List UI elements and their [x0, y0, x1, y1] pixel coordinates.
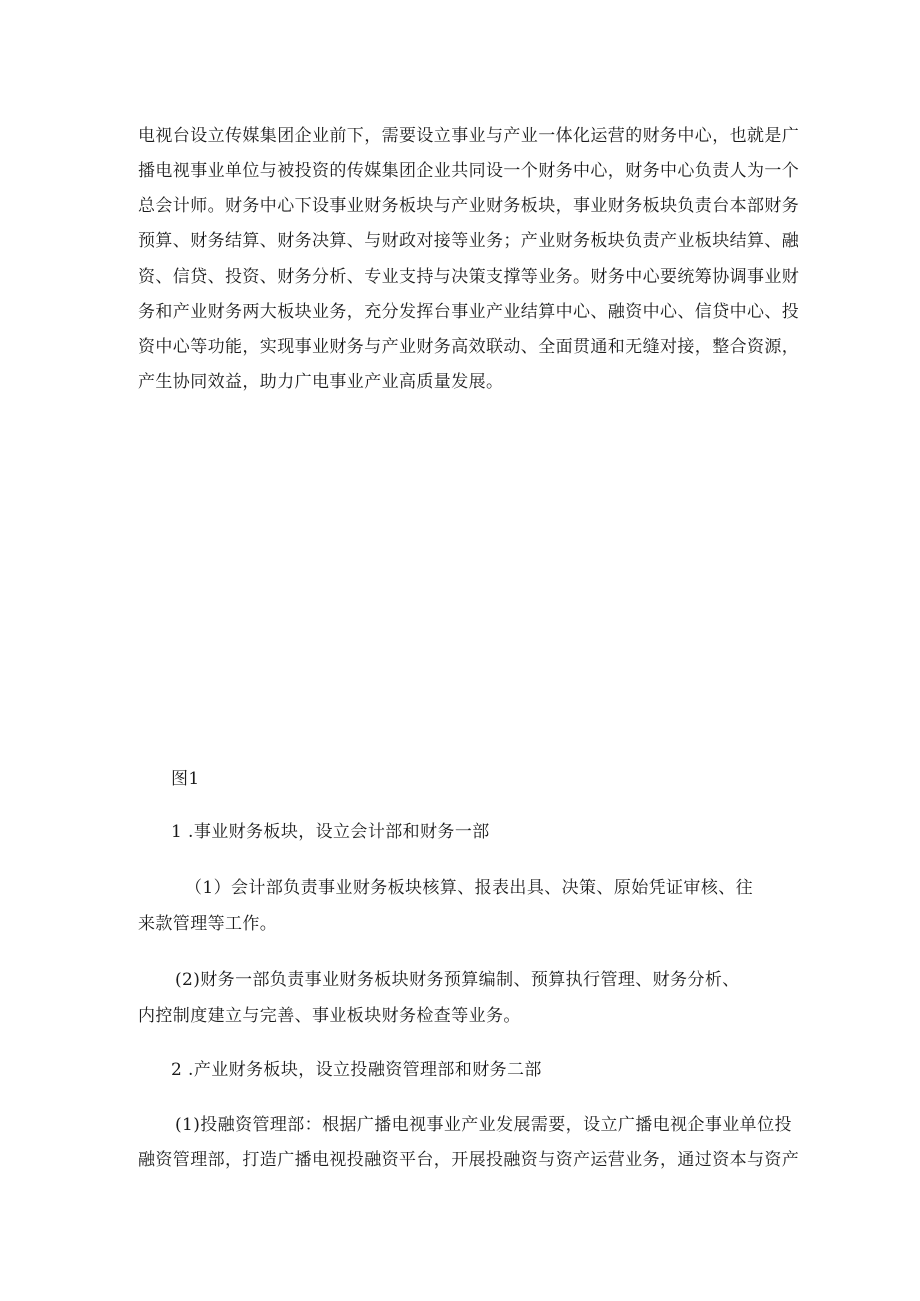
intro-line-4: 预算、财务结算、财务决算、与财政对接等业务；产业财务板块负责产业板块结算、融	[138, 231, 800, 251]
section-1-item-1-line-1: （1）会计部负责事业财务板块核算、报表出具、决策、原始凭证审核、往	[185, 878, 754, 898]
intro-line-5: 资、信贷、投资、财务分析、专业支持与决策支撑等业务。财务中心要统筹协调事业财	[138, 267, 800, 287]
intro-line-8: 产生协同效益，助力广电事业产业高质量发展。	[138, 372, 504, 392]
section-1-heading: 1 .事业财务板块，设立会计部和财务一部	[171, 822, 490, 842]
figure-caption: 图1	[171, 769, 200, 789]
section-1-item-2-line-2: 内控制度建立与完善、事业板块财务检查等业务。	[138, 1006, 521, 1026]
intro-line-7: 资中心等功能，实现事业财务与产业财务高效联动、全面贯通和无缝对接，整合资源，	[138, 337, 800, 357]
intro-line-1: 电视台设立传媒集团企业前下，需要设立事业与产业一体化运营的财务中心，也就是广	[138, 126, 800, 146]
intro-line-3: 总会计师。财务中心下设事业财务板块与产业财务板块，事业财务板块负责台本部财务	[138, 196, 800, 216]
section-1-item-2-line-1: (2)财务一部负责事业财务板块财务预算编制、预算执行管理、财务分析、	[175, 970, 740, 990]
section-1-item-1-line-2: 来款管理等工作。	[138, 914, 278, 934]
section-2-item-1-line-2: 融资管理部，打造广播电视投融资平台，开展投融资与资产运营业务，通过资本与资产	[138, 1150, 800, 1170]
section-2-item-1-line-1: (1)投融资管理部：根据广播电视事业产业发展需要，设立广播电视企事业单位投	[175, 1115, 792, 1135]
section-2-heading: 2 .产业财务板块，设立投融资管理部和财务二部	[171, 1060, 542, 1080]
intro-line-6: 务和产业财务两大板块业务，充分发挥台事业产业结算中心、融资中心、信贷中心、投	[138, 302, 800, 322]
intro-line-2: 播电视事业单位与被投资的传媒集团企业共同设一个财务中心，财务中心负责人为一个	[138, 161, 800, 181]
